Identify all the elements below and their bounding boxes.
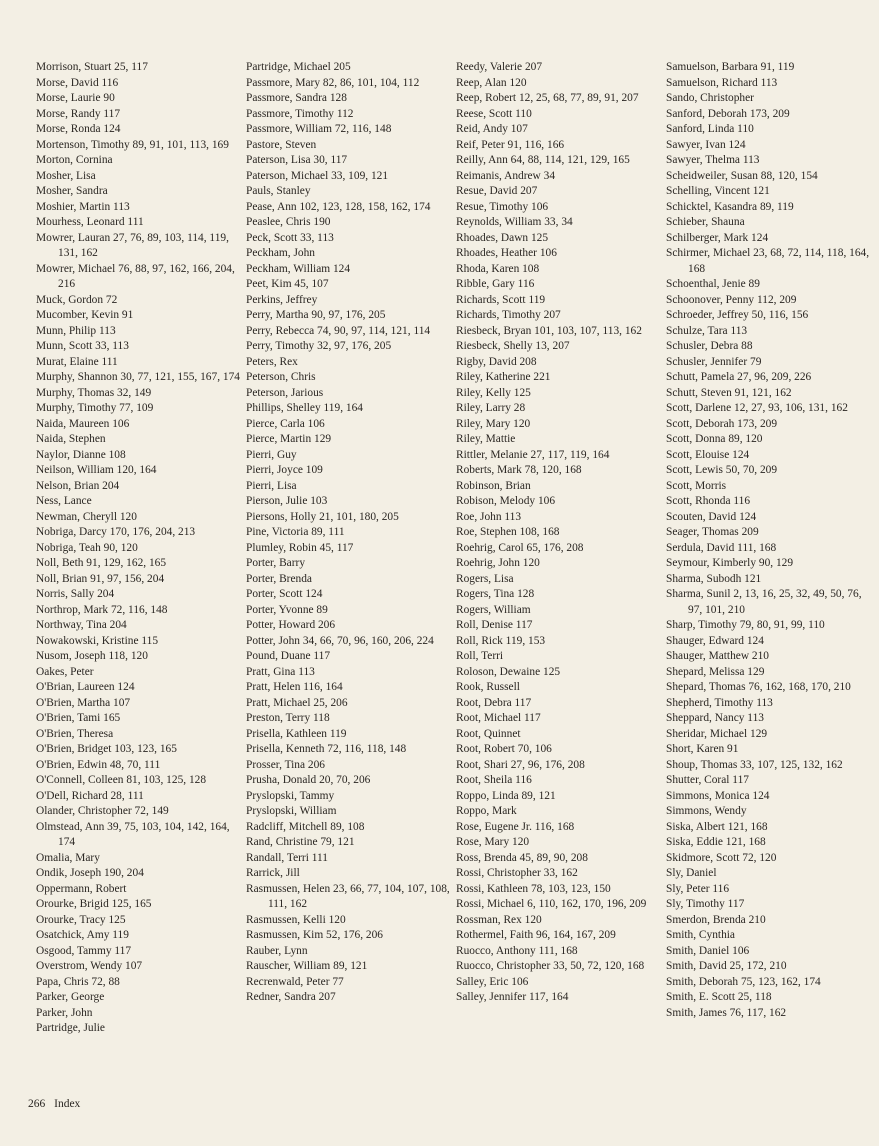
index-entry: Mourhess, Leonard 111 (36, 216, 144, 228)
index-entry: Simmons, Wendy (666, 805, 747, 817)
index-entry: Morse, David 116 (36, 76, 119, 89)
index-entry: Reilly, Ann 64, 88, 114, 121, 129, 165 (456, 154, 630, 166)
index-entry: Scouten, David 124 (666, 510, 757, 523)
index-entry: Schutt, Pamela 27, 96, 209, 226 (666, 371, 812, 383)
index-entry: Sheppard, Nancy 113 (666, 712, 764, 724)
index-entry: Smith, Deborah 75, 123, 162, 174 (666, 975, 821, 988)
index-entry: Noll, Beth 91, 129, 162, 165 (36, 557, 167, 569)
index-entry: Salley, Jennifer 117, 164 (456, 991, 569, 1003)
index-entry: O'Brien, Theresa (36, 727, 114, 740)
index-entry: Pierri, Lisa (246, 479, 297, 492)
index-entry: Sly, Daniel (666, 867, 717, 879)
index-column-1 (36, 60, 241, 1037)
index-entry: Porter, Scott 124 (246, 588, 323, 600)
index-entry: Roppo, Linda 89, 121 (456, 789, 556, 802)
index-entry: Morse, Laurie 90 (36, 92, 115, 104)
index-entry: Rhoda, Karen 108 (456, 262, 540, 275)
index-entry: Roehrig, Carol 65, 176, 208 (456, 541, 584, 554)
index-entry: Oppermann, Robert (36, 882, 127, 895)
index-entry: Naylor, Dianne 108 (36, 448, 126, 461)
index-entry: Rand, Christine 79, 121 (246, 836, 355, 848)
index-entry: Pease, Ann 102, 123, 128, 158, 162, 174 (246, 200, 431, 213)
index-entry: Peet, Kim 45, 107 (246, 278, 329, 290)
index-entry: Newman, Cheryll 120 (36, 510, 137, 523)
index-entry: Shauger, Matthew 210 (666, 650, 769, 662)
index-entry: Scheidweiler, Susan 88, 120, 154 (666, 169, 818, 182)
index-entry: Riley, Kelly 125 (456, 386, 531, 399)
index-entry: Riley, Mary 120 (456, 417, 531, 430)
index-entry: Munn, Scott 33, 113 (36, 340, 129, 352)
index-entry: Root, Michael 117 (456, 712, 541, 724)
index-entry: Ribble, Gary 116 (456, 278, 535, 290)
page-footer (28, 1098, 86, 1110)
index-entry: Nobriga, Teah 90, 120 (36, 541, 138, 554)
index-entry: Riley, Katherine 221 (456, 371, 551, 383)
index-entry: Perry, Martha 90, 97, 176, 205 (246, 309, 386, 321)
index-entry: Nowakowski, Kristine 115 (36, 634, 159, 647)
index-entry: Root, Robert 70, 106 (456, 743, 552, 755)
index-entry: Munn, Philip 113 (36, 324, 116, 337)
index-entry: Porter, Barry (246, 557, 306, 569)
index-entry: Paterson, Michael 33, 109, 121 (246, 169, 389, 182)
index-entry: Shutter, Coral 117 (666, 774, 749, 786)
index-entry: Passmore, William 72, 116, 148 (246, 123, 392, 135)
index-entry: Riley, Mattie (456, 433, 516, 445)
index-entry: Mucomber, Kevin 91 (36, 309, 134, 321)
index-entry: Pryslopski, Tammy (246, 789, 335, 802)
index-entry: Roehrig, John 120 (456, 557, 540, 569)
index-entry: Paterson, Lisa 30, 117 (246, 154, 348, 166)
index-entry: O'Brien, Martha 107 (36, 696, 131, 709)
index-entry: Smerdon, Brenda 210 (666, 913, 766, 926)
index-entry: Smith, Cynthia (666, 929, 735, 941)
index-entry: Reif, Peter 91, 116, 166 (456, 138, 565, 151)
index-entry: Ruocco, Christopher 33, 50, 72, 120, 168 (456, 960, 645, 972)
index-entry: Ondik, Joseph 190, 204 (36, 867, 144, 879)
index-entry: Phillips, Shelley 119, 164 (246, 402, 363, 414)
index-entry: Shoup, Thomas 33, 107, 125, 132, 162 (666, 758, 843, 771)
index-entry: Salley, Eric 106 (456, 975, 529, 988)
index-entry: Smith, David 25, 172, 210 (666, 960, 787, 972)
index-entry: Nusom, Joseph 118, 120 (36, 650, 148, 662)
index-entry: Morse, Ronda 124 (36, 123, 121, 135)
index-entry: Shepherd, Timothy 113 (666, 696, 773, 709)
index-entry: Papa, Chris 72, 88 (36, 975, 120, 988)
index-entry: O'Brian, Laureen 124 (36, 681, 135, 693)
index-entry: Porter, Brenda (246, 572, 312, 585)
index-entry: Robison, Melody 106 (456, 495, 556, 507)
index-entry: Mosher, Sandra (36, 185, 108, 197)
index-entry: Seager, Thomas 209 (666, 526, 759, 538)
index-entry: Olmstead, Ann 39, 75, 103, 104, 142, 164, 174 (36, 820, 230, 848)
index-entry: O'Brien, Bridget 103, 123, 165 (36, 743, 177, 755)
index-entry: Schoonover, Penny 112, 209 (666, 293, 797, 306)
index-entry: Pastore, Steven (246, 138, 317, 151)
index-entry: Muck, Gordon 72 (36, 293, 118, 306)
index-entry: Pierri, Guy (246, 448, 297, 461)
index-entry: Rigby, David 208 (456, 355, 537, 368)
index-entry: Rhoades, Dawn 125 (456, 231, 549, 244)
index-entry: Mosher, Lisa (36, 169, 96, 182)
index-entry: Omalia, Mary (36, 851, 100, 864)
index-entry: O'Connell, Colleen 81, 103, 125, 128 (36, 774, 207, 786)
index-entry: Root, Debra 117 (456, 696, 532, 709)
index-entry: Porter, Yvonne 89 (246, 603, 328, 616)
index-entry: Neilson, William 120, 164 (36, 464, 157, 476)
index-entry: Perry, Timothy 32, 97, 176, 205 (246, 340, 392, 352)
index-entry: Pratt, Helen 116, 164 (246, 681, 343, 693)
index-entry: Partridge, Michael 205 (246, 61, 351, 73)
index-entry: Northrop, Mark 72, 116, 148 (36, 603, 168, 616)
index-entry: Pratt, Michael 25, 206 (246, 696, 348, 709)
index-entry: Prisella, Kathleen 119 (246, 727, 347, 740)
index-entry: Perkins, Jeffrey (246, 293, 318, 306)
index-entry: Prisella, Kenneth 72, 116, 118, 148 (246, 743, 407, 755)
index-entry: Siska, Albert 121, 168 (666, 820, 768, 833)
index-entry: Riley, Larry 28 (456, 402, 526, 414)
index-entry: Prosser, Tina 206 (246, 758, 325, 771)
index-entry: Scott, Elouise 124 (666, 448, 750, 461)
index-entry: Rose, Eugene Jr. 116, 168 (456, 820, 575, 833)
index-entry: Seymour, Kimberly 90, 129 (666, 557, 794, 569)
index-entry: Short, Karen 91 (666, 743, 739, 755)
index-entry: Perry, Rebecca 74, 90, 97, 114, 121, 114 (246, 324, 431, 337)
index-entry: Serdula, David 111, 168 (666, 541, 777, 554)
index-entry: Root, Quinnet (456, 727, 521, 740)
index-entry: Schelling, Vincent 121 (666, 185, 770, 197)
index-entry: Sly, Timothy 117 (666, 898, 745, 910)
index-entry: Naida, Maureen 106 (36, 417, 130, 430)
index-entry: Sheridar, Michael 129 (666, 727, 768, 740)
index-entry: Nelson, Brian 204 (36, 479, 120, 492)
index-entry: Rasmussen, Helen 23, 66, 77, 104, 107, 108, 111, 162 (246, 882, 450, 910)
index-entry: Morrison, Stuart 25, 117 (36, 61, 148, 73)
index-entry: Sanford, Linda 110 (666, 123, 754, 135)
index-entry: Reep, Alan 120 (456, 76, 527, 89)
index-entry: Peckham, John (246, 247, 315, 259)
index-entry: Pierce, Carla 106 (246, 417, 325, 430)
index-entry: Reimanis, Andrew 34 (456, 169, 556, 182)
index-entry: Peckham, William 124 (246, 262, 351, 275)
index-column-4 (666, 60, 871, 1021)
index-entry: Rossman, Rex 120 (456, 913, 542, 926)
index-entry: Murat, Elaine 111 (36, 355, 118, 368)
index-entry: Sharp, Timothy 79, 80, 91, 99, 110 (666, 619, 825, 631)
index-entry: Peaslee, Chris 190 (246, 216, 331, 228)
index-entry: Mortenson, Timothy 89, 91, 101, 113, 169 (36, 138, 229, 151)
index-entry: Skidmore, Scott 72, 120 (666, 851, 777, 864)
index-entry: Scott, Lewis 50, 70, 209 (666, 464, 778, 476)
index-entry: Richards, Timothy 207 (456, 309, 561, 321)
index-entry: Roppo, Mark (456, 805, 517, 817)
index-entry: Randall, Terri 111 (246, 851, 328, 864)
index-entry: Rothermel, Faith 96, 164, 167, 209 (456, 929, 616, 941)
index-entry: Passmore, Sandra 128 (246, 92, 347, 104)
index-entry: Pine, Victoria 89, 111 (246, 526, 345, 538)
index-entry: Potter, John 34, 66, 70, 96, 160, 206, 224 (246, 634, 434, 647)
index-entry: Overstrom, Wendy 107 (36, 960, 143, 972)
index-entry: Shepard, Melissa 129 (666, 665, 765, 678)
index-entry: Roe, John 113 (456, 510, 522, 523)
index-entry: Reedy, Valerie 207 (456, 61, 543, 73)
index-entry: Passmore, Mary 82, 86, 101, 104, 112 (246, 76, 420, 89)
index-entry: Pound, Duane 117 (246, 650, 331, 662)
index-entry: Norris, Sally 204 (36, 588, 115, 600)
page-number: 266 (28, 1098, 46, 1110)
index-entry: Scott, Deborah 173, 209 (666, 417, 778, 430)
index-entry: Rauscher, William 89, 121 (246, 960, 368, 972)
index-entry: Rarrick, Jill (246, 867, 300, 879)
index-entry: Sando, Christopher (666, 92, 754, 104)
index-entry: Resue, David 207 (456, 185, 538, 197)
index-entry: Sanford, Deborah 173, 209 (666, 107, 790, 120)
index-column-3 (456, 60, 661, 1006)
index-entry: Potter, Howard 206 (246, 619, 336, 631)
index-entry: Olander, Christopher 72, 149 (36, 805, 169, 817)
index-entry: Recrenwald, Peter 77 (246, 975, 344, 988)
index-entry: Scott, Darlene 12, 27, 93, 106, 131, 162 (666, 402, 848, 414)
index-entry: Pierce, Martin 129 (246, 433, 332, 445)
index-entry: Shepard, Thomas 76, 162, 168, 170, 210 (666, 681, 851, 693)
index-column-2 (246, 60, 451, 1006)
index-entry: Ness, Lance (36, 495, 92, 507)
index-entry: Rogers, Lisa (456, 572, 514, 585)
index-entry: Peterson, Jarious (246, 386, 324, 399)
index-entry: Pauls, Stanley (246, 185, 311, 197)
index-entry: Passmore, Timothy 112 (246, 107, 354, 120)
index-entry: Reep, Robert 12, 25, 68, 77, 89, 91, 207 (456, 92, 639, 104)
index-entry: Roe, Stephen 108, 168 (456, 526, 560, 538)
index-entry: Samuelson, Richard 113 (666, 76, 778, 89)
index-entry: Rhoades, Heather 106 (456, 247, 557, 259)
index-entry: Smith, E. Scott 25, 118 (666, 991, 772, 1003)
index-entry: Roberts, Mark 78, 120, 168 (456, 464, 582, 476)
index-entry: Piersons, Holly 21, 101, 180, 205 (246, 510, 399, 523)
index-entry: Rose, Mary 120 (456, 836, 530, 848)
index-entry: Schicktel, Kasandra 89, 119 (666, 200, 794, 213)
index-entry: Redner, Sandra 207 (246, 991, 336, 1003)
index-entry: Peters, Rex (246, 355, 298, 368)
index-entry: Rogers, Tina 128 (456, 588, 535, 600)
index-entry: Mowrer, Lauran 27, 76, 89, 103, 114, 119, 131, 162 (36, 231, 229, 259)
index-entry: Reynolds, William 33, 34 (456, 216, 573, 228)
index-entry: Peck, Scott 33, 113 (246, 231, 334, 244)
index-entry: Reid, Andy 107 (456, 123, 528, 135)
index-entry: Shauger, Edward 124 (666, 634, 764, 647)
index-entry: Roll, Denise 117 (456, 619, 533, 631)
index-entry: Schieber, Shauna (666, 216, 745, 228)
index-entry: Prusha, Donald 20, 70, 206 (246, 774, 371, 786)
index-entry: Nobriga, Darcy 170, 176, 204, 213 (36, 526, 196, 538)
index-entry: Smith, Daniel 106 (666, 944, 750, 957)
index-entry: Pierri, Joyce 109 (246, 464, 323, 476)
index-entry: Pryslopski, William (246, 805, 337, 817)
index-entry: Partridge, Julie (36, 1022, 105, 1034)
index-entry: Riesbeck, Bryan 101, 103, 107, 113, 162 (456, 324, 642, 337)
index-entry: Naida, Stephen (36, 433, 106, 445)
index-entry: Samuelson, Barbara 91, 119 (666, 61, 795, 73)
index-entry: Radcliff, Mitchell 89, 108 (246, 820, 365, 833)
index-entry: Peterson, Chris (246, 371, 316, 383)
index-entry: Schilberger, Mark 124 (666, 231, 769, 244)
index-entry: Sharma, Sunil 2, 13, 16, 25, 32, 49, 50, 76, 97, 101, 210 (666, 588, 862, 616)
index-entry: Pierson, Julie 103 (246, 495, 328, 507)
index-entry: Sawyer, Ivan 124 (666, 138, 746, 151)
index-entry: Sly, Peter 116 (666, 882, 730, 895)
index-entry: Scott, Morris (666, 479, 727, 492)
index-entry: Root, Shari 27, 96, 176, 208 (456, 758, 585, 771)
index-entry: Schoenthal, Jenie 89 (666, 278, 760, 290)
index-entry: Rossi, Michael 6, 110, 162, 170, 196, 209 (456, 898, 647, 910)
index-entry: Rasmussen, Kim 52, 176, 206 (246, 929, 384, 941)
index-entry: Orourke, Brigid 125, 165 (36, 898, 152, 910)
index-entry: Rossi, Kathleen 78, 103, 123, 150 (456, 882, 611, 895)
index-entry: Resue, Timothy 106 (456, 200, 549, 213)
index-entry: Root, Sheila 116 (456, 774, 532, 786)
index-entry: Murphy, Timothy 77, 109 (36, 402, 154, 414)
index-entry: Scott, Donna 89, 120 (666, 433, 763, 445)
index-entry: Osatchick, Amy 119 (36, 929, 129, 941)
index-entry: O'Brien, Tami 165 (36, 712, 121, 724)
index-entry: Sharma, Subodh 121 (666, 572, 762, 585)
index-entry: Morse, Randy 117 (36, 107, 121, 120)
index-entry: Morton, Cornina (36, 154, 113, 166)
index-entry: Riesbeck, Shelly 13, 207 (456, 340, 570, 352)
index-entry: Ruocco, Anthony 111, 168 (456, 944, 578, 957)
index-entry: Rasmussen, Kelli 120 (246, 913, 346, 926)
index-entry: Moshier, Martin 113 (36, 200, 130, 213)
section-label: Index (54, 1098, 81, 1110)
index-entry: Orourke, Tracy 125 (36, 913, 126, 926)
index-entry: Schusler, Debra 88 (666, 340, 753, 352)
index-entry: Schulze, Tara 113 (666, 324, 748, 337)
index-entry: Siska, Eddie 121, 168 (666, 836, 766, 848)
index-entry: Northway, Tina 204 (36, 619, 127, 631)
index-entry: Schutt, Steven 91, 121, 162 (666, 386, 792, 399)
index-entry: Reese, Scott 110 (456, 107, 532, 120)
index-entry: Simmons, Monica 124 (666, 789, 770, 802)
index-entry: Smith, James 76, 117, 162 (666, 1006, 787, 1019)
index-entry: Rogers, William (456, 603, 531, 616)
index-entry: Robinson, Brian (456, 479, 531, 492)
index-entry: Roll, Terri (456, 650, 504, 662)
index-entry: Schusler, Jennifer 79 (666, 355, 762, 368)
index-entry: Murphy, Thomas 32, 149 (36, 386, 152, 399)
index-entry: O'Dell, Richard 28, 111 (36, 789, 144, 802)
index-entry: Preston, Terry 118 (246, 712, 330, 724)
index-entry: O'Brien, Edwin 48, 70, 111 (36, 758, 161, 771)
index-entry: Rauber, Lynn (246, 944, 308, 957)
index-entry: Schirmer, Michael 23, 68, 72, 114, 118, 164, 168 (666, 247, 870, 275)
index-entry: Parker, George (36, 991, 105, 1003)
index-entry: Rook, Russell (456, 681, 520, 693)
index-entry: Roll, Rick 119, 153 (456, 634, 546, 647)
index-entry: Oakes, Peter (36, 665, 94, 678)
index-entry: Plumley, Robin 45, 117 (246, 541, 354, 554)
index-entry: Sawyer, Thelma 113 (666, 154, 760, 166)
index-entry: Pratt, Gina 113 (246, 665, 315, 678)
index-entry: Osgood, Tammy 117 (36, 944, 132, 957)
index-entry: Noll, Brian 91, 97, 156, 204 (36, 572, 165, 585)
index-entry: Schroeder, Jeffrey 50, 116, 156 (666, 309, 809, 321)
index-entry: Parker, John (36, 1006, 93, 1019)
index-entry: Murphy, Shannon 30, 77, 121, 155, 167, 174 (36, 371, 240, 383)
index-entry: Scott, Rhonda 116 (666, 495, 751, 507)
index-entry: Ross, Brenda 45, 89, 90, 208 (456, 851, 588, 864)
index-entry: Rossi, Christopher 33, 162 (456, 867, 578, 879)
index-entry: Roloson, Dewaine 125 (456, 665, 561, 678)
index-entry: Richards, Scott 119 (456, 293, 546, 306)
index-entry: Rittler, Melanie 27, 117, 119, 164 (456, 448, 610, 461)
index-entry: Mowrer, Michael 76, 88, 97, 162, 166, 204, 216 (36, 262, 235, 290)
